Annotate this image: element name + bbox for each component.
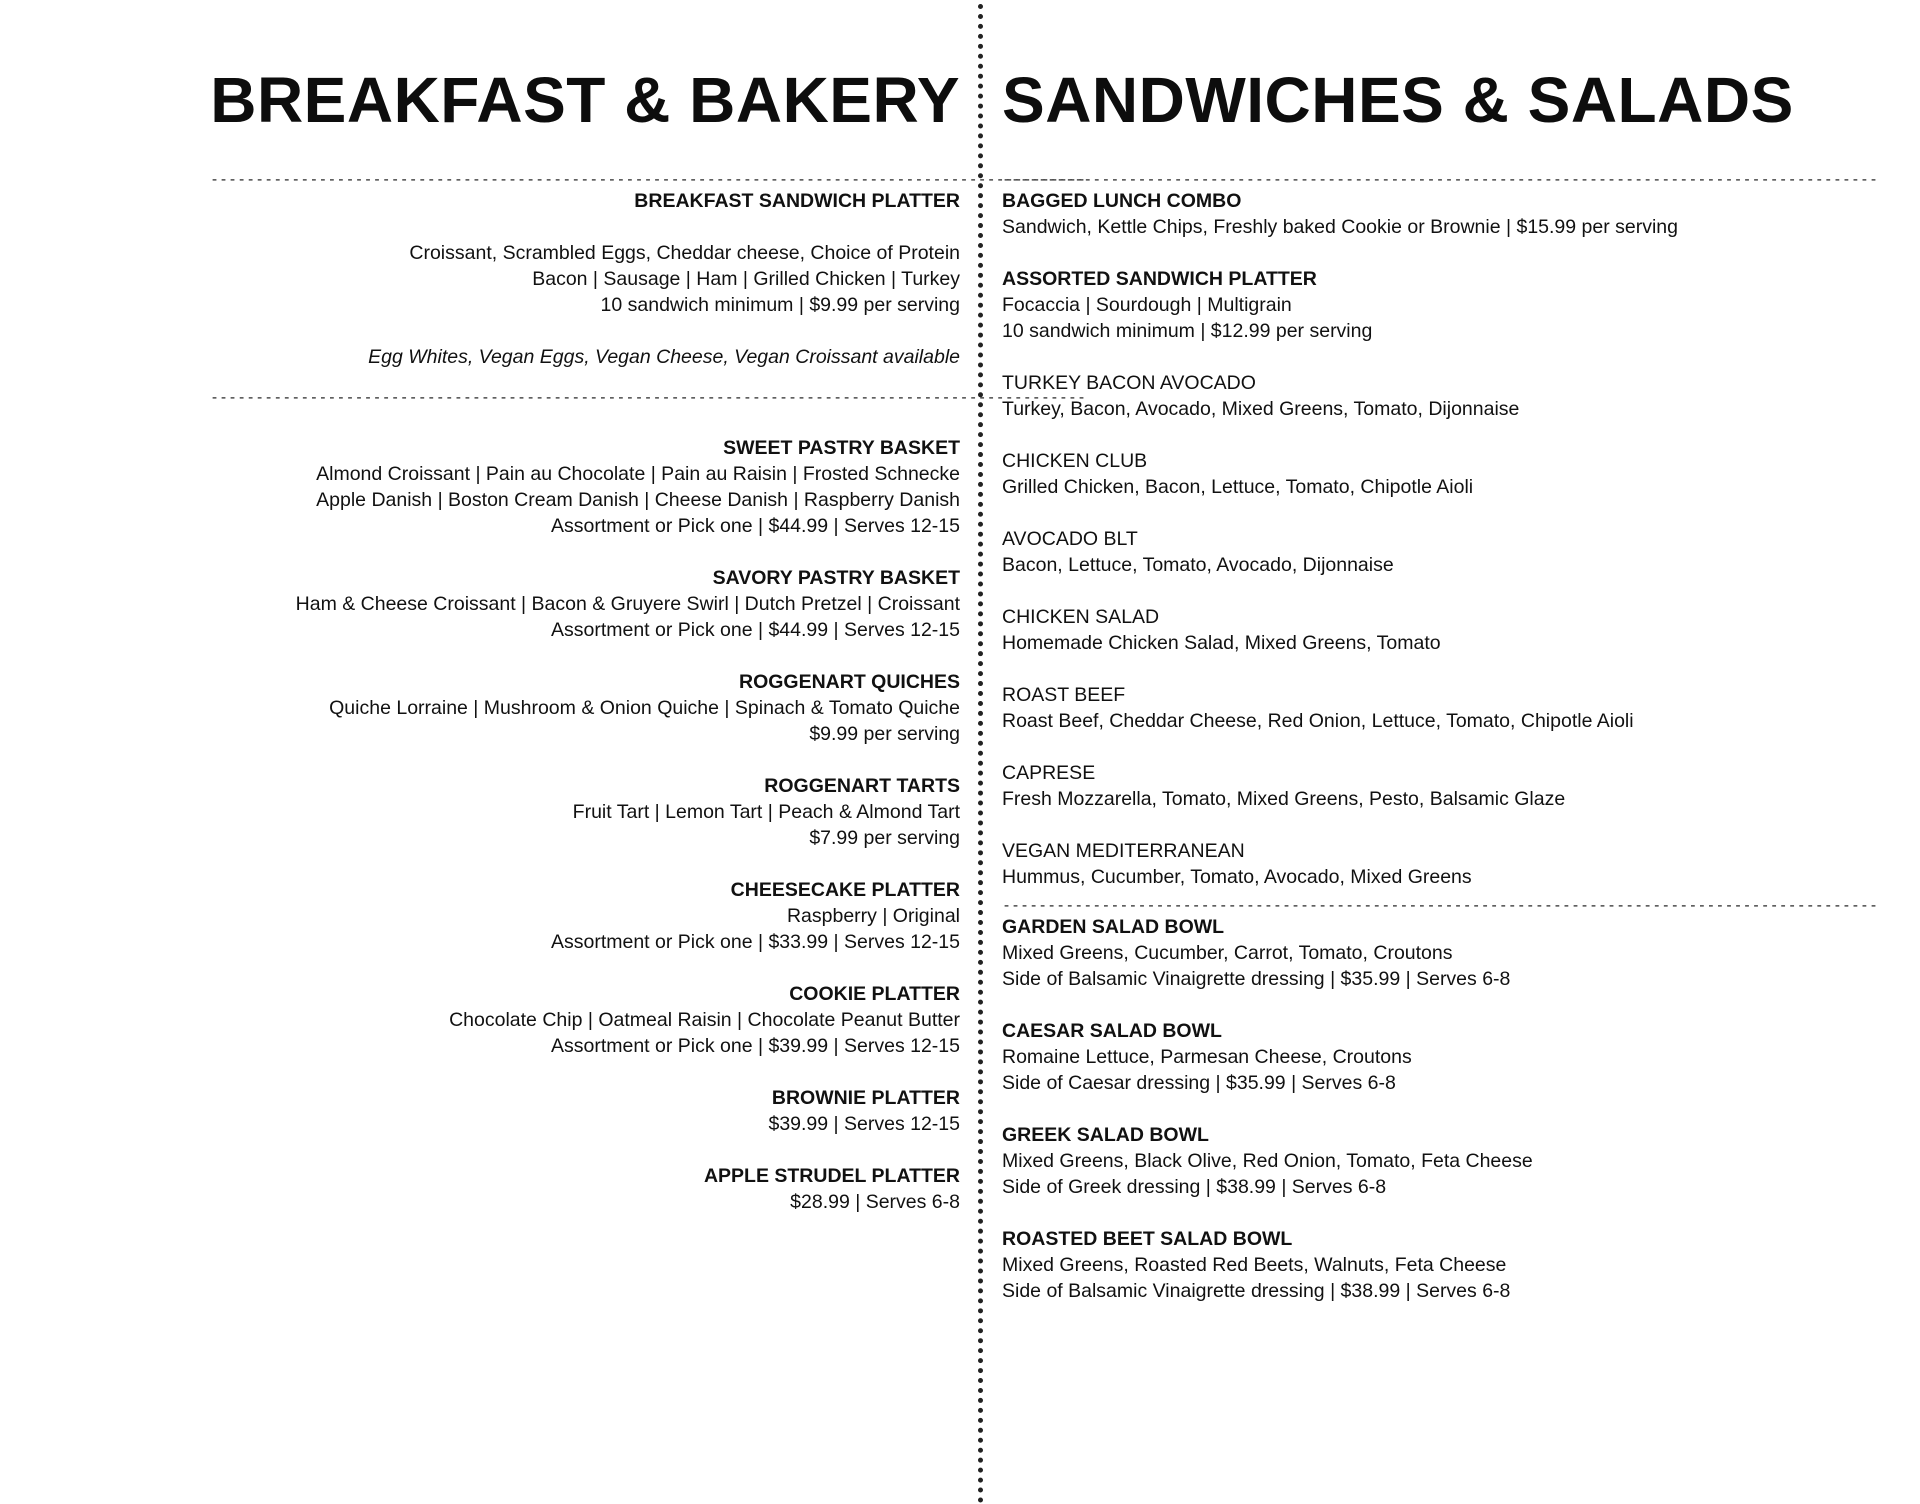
- item-note: Egg Whites, Vegan Eggs, Vegan Cheese, Vegan Croissant available: [368, 346, 960, 368]
- item-line: Assortment or Pick one | $44.99 | Serves 12-15: [550, 515, 960, 537]
- item-title: SAVORY PASTRY BASKET: [712, 567, 960, 589]
- item-title: APPLE STRUDEL PLATTER: [703, 1165, 960, 1187]
- sandwich-item: [1002, 838, 1762, 890]
- item-line: Hummus, Cucumber, Tomato, Avocado, Mixed Greens: [1002, 866, 1472, 888]
- item-title: CHICKEN CLUB: [1002, 450, 1148, 472]
- item-title: CHICKEN SALAD: [1002, 606, 1160, 628]
- menu-item: [210, 565, 960, 643]
- item-line: Bacon | Sausage | Ham | Grilled Chicken | Turkey: [532, 268, 960, 290]
- item-line: Fruit Tart | Lemon Tart | Peach & Almond Tart: [572, 801, 960, 823]
- section-divider: -------------------------------------------------------------------------------------------------: [210, 170, 1086, 188]
- item-title: BAGGED LUNCH COMBO: [1002, 190, 1242, 212]
- item-title: COOKIE PLATTER: [789, 983, 960, 1005]
- breakfast-sandwich-platter: [210, 188, 960, 370]
- sandwich-item: [1002, 760, 1762, 812]
- item-title: ROASTED BEET SALAD BOWL: [1002, 1228, 1293, 1250]
- item-line: Focaccia | Sourdough | Multigrain: [1002, 294, 1292, 316]
- item-line: 10 sandwich minimum | $9.99 per serving: [600, 294, 960, 316]
- menu-item: [210, 773, 960, 851]
- breakfast-bakery-heading: BREAKFAST & BAKERY: [210, 64, 960, 136]
- item-title: VEGAN MEDITERRANEAN: [1002, 840, 1245, 862]
- item-line: $9.99 per serving: [809, 723, 960, 745]
- salad-item: [1002, 914, 1762, 992]
- item-line: Roast Beef, Cheddar Cheese, Red Onion, Lettuce, Tomato, Chipotle Aioli: [1002, 710, 1634, 732]
- item-title: TURKEY BACON AVOCADO: [1002, 372, 1256, 394]
- sandwich-item: [1002, 682, 1762, 734]
- item-title: ROAST BEEF: [1002, 684, 1126, 706]
- salad-item: [1002, 1226, 1762, 1304]
- item-title: ROGGENART QUICHES: [738, 671, 960, 693]
- column-divider: [978, 4, 983, 1504]
- item-line: Almond Croissant | Pain au Chocolate | Pain au Raisin | Frosted Schnecke: [316, 463, 960, 485]
- item-line: Apple Danish | Boston Cream Danish | Cheese Danish | Raspberry Danish: [316, 489, 960, 511]
- item-title: GARDEN SALAD BOWL: [1002, 916, 1225, 938]
- item-line: Fresh Mozzarella, Tomato, Mixed Greens, Pesto, Balsamic Glaze: [1002, 788, 1566, 810]
- sandwich-item: [1002, 448, 1762, 500]
- item-line: Mixed Greens, Roasted Red Beets, Walnuts, Feta Cheese: [1002, 1254, 1507, 1276]
- item-line: Bacon, Lettuce, Tomato, Avocado, Dijonnaise: [1002, 554, 1394, 576]
- item-line: Grilled Chicken, Bacon, Lettuce, Tomato, Chipotle Aioli: [1002, 476, 1474, 498]
- item-title: BROWNIE PLATTER: [771, 1087, 960, 1109]
- item-line: Romaine Lettuce, Parmesan Cheese, Croutons: [1002, 1046, 1412, 1068]
- item-line: Mixed Greens, Black Olive, Red Onion, Tomato, Feta Cheese: [1002, 1150, 1533, 1172]
- item-line: Quiche Lorraine | Mushroom & Onion Quiche | Spinach & Tomato Quiche: [329, 697, 960, 719]
- item-line: Chocolate Chip | Oatmeal Raisin | Chocolate Peanut Butter: [449, 1009, 960, 1031]
- menu-item: [210, 435, 960, 539]
- sandwich-item: [1002, 526, 1762, 578]
- item-line: Assortment or Pick one | $39.99 | Serves 12-15: [550, 1035, 960, 1057]
- item-line: Side of Greek dressing | $38.99 | Serves 6-8: [1002, 1176, 1387, 1198]
- item-line: Homemade Chicken Salad, Mixed Greens, Tomato: [1002, 632, 1441, 654]
- item-title: ASSORTED SANDWICH PLATTER: [1002, 268, 1317, 290]
- menu-item: [210, 1085, 960, 1137]
- menu-item: [210, 981, 960, 1059]
- item-line: $7.99 per serving: [809, 827, 960, 849]
- item-line: Sandwich, Kettle Chips, Freshly baked Cookie or Brownie | $15.99 per serving: [1002, 216, 1678, 238]
- sandwich-list: [1002, 370, 1762, 890]
- item-line: Turkey, Bacon, Avocado, Mixed Greens, Tomato, Dijonnaise: [1002, 398, 1520, 420]
- item-title: CAESAR SALAD BOWL: [1002, 1020, 1222, 1042]
- salad-item: [1002, 1018, 1762, 1096]
- item-title: CAPRESE: [1002, 762, 1096, 784]
- item-line: Side of Balsamic Vinaigrette dressing | $35.99 | Serves 6-8: [1002, 968, 1511, 990]
- item-line: Raspberry | Original: [786, 905, 960, 927]
- item-title: AVOCADO BLT: [1002, 528, 1138, 550]
- menu-item: [210, 1163, 960, 1215]
- item-line: Assortment or Pick one | $44.99 | Serves 12-15: [550, 619, 960, 641]
- item-title: SWEET PASTRY BASKET: [723, 437, 960, 459]
- section-divider: -------------------------------------------------------------------------------------------------: [210, 388, 1086, 406]
- sandwich-item: [1002, 604, 1762, 656]
- item-line: Side of Caesar dressing | $35.99 | Serves 6-8: [1002, 1072, 1396, 1094]
- section-divider: -------------------------------------------------------------------------------------------------: [1002, 170, 1878, 188]
- item-line: Assortment or Pick one | $33.99 | Serves 12-15: [550, 931, 960, 953]
- item-line: $39.99 | Serves 12-15: [768, 1113, 960, 1135]
- item-line: Ham & Cheese Croissant | Bacon & Gruyere Swirl | Dutch Pretzel | Croissant: [295, 593, 960, 615]
- sandwiches-salads-heading: SANDWICHES & SALADS: [1002, 64, 1794, 136]
- item-title: ROGGENART TARTS: [764, 775, 960, 797]
- section-divider: -------------------------------------------------------------------------------------------------: [1002, 896, 1878, 914]
- bagged-lunch-combo: [1002, 188, 1762, 240]
- item-title: BREAKFAST SANDWICH PLATTER: [634, 190, 960, 212]
- sandwiches-salads-column: [1002, 62, 1878, 1304]
- sandwich-item: [1002, 370, 1762, 422]
- salad-item: [1002, 1122, 1762, 1200]
- item-title: CHEESECAKE PLATTER: [730, 879, 960, 901]
- item-title: GREEK SALAD BOWL: [1002, 1124, 1209, 1146]
- bakery-items-list: [210, 435, 960, 1215]
- item-line: Mixed Greens, Cucumber, Carrot, Tomato, Croutons: [1002, 942, 1453, 964]
- menu-item: [210, 669, 960, 747]
- item-line: Croissant, Scrambled Eggs, Cheddar cheese, Choice of Protein: [409, 242, 960, 264]
- item-line: Side of Balsamic Vinaigrette dressing | $38.99 | Serves 6-8: [1002, 1280, 1511, 1302]
- salad-list: [1002, 914, 1762, 1304]
- assorted-sandwich-platter: [1002, 266, 1762, 344]
- item-line: 10 sandwich minimum | $12.99 per serving: [1002, 320, 1373, 342]
- menu-item: [210, 877, 960, 955]
- item-line: $28.99 | Serves 6-8: [790, 1191, 960, 1213]
